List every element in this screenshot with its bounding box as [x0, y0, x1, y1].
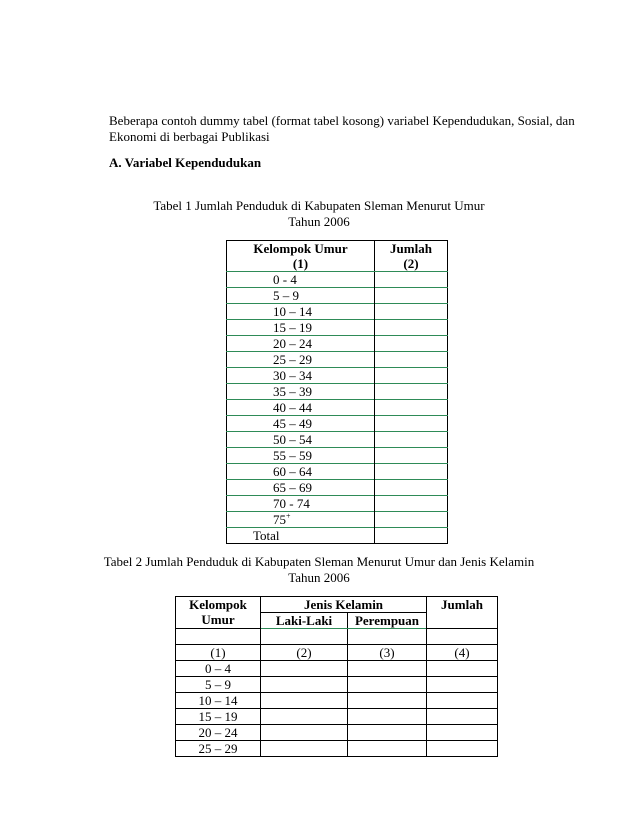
table1-jumlah-cell [375, 320, 448, 336]
table2-age-group: 15 – 19 [176, 709, 261, 725]
table2-header-jenis-kelamin: Jenis Kelamin [261, 597, 427, 613]
table1 [226, 240, 448, 544]
table2-header-kelompok [176, 597, 261, 629]
table1-age-group: 55 – 59 [227, 448, 375, 464]
table1-age-group: 5 – 9 [227, 288, 375, 304]
table2-header-kelompok-line2: Umur [201, 612, 235, 627]
table1-caption-line2: Tahun 2006 [288, 214, 350, 229]
table-row [227, 272, 448, 288]
table1-age-group: 0 - 4 [227, 272, 375, 288]
table1-age-group: 70 - 74 [227, 496, 375, 512]
table1-age-group: 20 – 24 [227, 336, 375, 352]
table2-laki-cell [261, 677, 348, 693]
table2-spacer-row [176, 629, 498, 645]
table1-age-group: 35 – 39 [227, 384, 375, 400]
table1-age-group: 65 – 69 [227, 480, 375, 496]
table2-jumlah-cell [427, 741, 498, 757]
table2-caption [0, 554, 638, 586]
table2-laki-cell [261, 661, 348, 677]
table2-perempuan-cell [348, 709, 427, 725]
section-title: A. Variabel Kependudukan [109, 155, 262, 170]
table1-jumlah-cell [375, 400, 448, 416]
table2-perempuan-cell [348, 725, 427, 741]
table1-age-group: 50 – 54 [227, 432, 375, 448]
table-row [176, 709, 498, 725]
table2-caption-line2: Tahun 2006 [288, 570, 350, 585]
table-row [176, 677, 498, 693]
table2-caption-line1: Tabel 2 Jumlah Penduduk di Kabupaten Sleman Menurut Umur dan Jenis Kelamin [103, 554, 535, 569]
table2-age-group: 20 – 24 [176, 725, 261, 741]
table-row [176, 693, 498, 709]
table1-jumlah-cell [375, 416, 448, 432]
table2-header-perempuan: Perempuan [348, 613, 427, 629]
table1-header-kelompok: Kelompok Umur [253, 241, 348, 256]
table2-colnum-4: (4) [427, 645, 498, 661]
table2-header-kelompok-line1: Kelompok [189, 597, 247, 612]
table1-jumlah-cell [375, 464, 448, 480]
table1-age-group: 25 – 29 [227, 352, 375, 368]
table-row [227, 288, 448, 304]
table-row [227, 448, 448, 464]
table2-jumlah-cell [427, 661, 498, 677]
table-row [227, 384, 448, 400]
table-row [227, 400, 448, 416]
table-row [227, 464, 448, 480]
table1-total-row [227, 528, 448, 544]
table2-perempuan-cell [348, 693, 427, 709]
table1-colnum-row [227, 256, 448, 272]
table1-age-group: 30 – 34 [227, 368, 375, 384]
table2-colnum-2: (2) [261, 645, 348, 661]
table1-jumlah-cell [375, 512, 448, 528]
table-row [227, 496, 448, 512]
table-row [227, 336, 448, 352]
table1-jumlah-cell [375, 304, 448, 320]
table1-total-cell [375, 528, 448, 544]
table2-colnum-row [176, 645, 498, 661]
table2-header-row [176, 597, 498, 613]
table1-jumlah-cell [375, 336, 448, 352]
table-row [176, 741, 498, 757]
table2-perempuan-cell [348, 741, 427, 757]
table2-age-group: 5 – 9 [176, 677, 261, 693]
table-row [227, 416, 448, 432]
table-row [227, 368, 448, 384]
table2-jumlah-cell [427, 709, 498, 725]
table1-age-group-75: 75 [273, 512, 286, 527]
table1-header-jumlah: Jumlah [375, 241, 448, 257]
table2-jumlah-cell [427, 725, 498, 741]
table2-colnum-3: (3) [348, 645, 427, 661]
table1-age-group: 10 – 14 [227, 304, 375, 320]
table2-laki-cell [261, 741, 348, 757]
table2 [175, 596, 498, 757]
table-row [227, 432, 448, 448]
table1-jumlah-cell [375, 448, 448, 464]
table2-spacer-cell [176, 629, 261, 645]
table1-caption-line1: Tabel 1 Jumlah Penduduk di Kabupaten Sleman Menurut Umur [153, 198, 485, 213]
table2-laki-cell [261, 709, 348, 725]
table-row [227, 480, 448, 496]
table1-jumlah-cell [375, 432, 448, 448]
table-row [227, 304, 448, 320]
table1-age-group: 60 – 64 [227, 464, 375, 480]
table1-jumlah-cell [375, 272, 448, 288]
table2-age-group: 0 – 4 [176, 661, 261, 677]
table1-header-row [227, 241, 448, 257]
table1-jumlah-cell [375, 480, 448, 496]
table1-colnum-1: (1) [227, 256, 375, 272]
table2-jumlah-cell [427, 693, 498, 709]
table1-jumlah-cell [375, 352, 448, 368]
table2-laki-cell [261, 693, 348, 709]
table2-perempuan-cell [348, 661, 427, 677]
table-row [227, 320, 448, 336]
table1-age-group-plus: + [286, 511, 291, 521]
table1-colnum-2: (2) [375, 256, 448, 272]
table-row [176, 725, 498, 741]
table1-age-group [227, 512, 375, 528]
table1-age-group: 45 – 49 [227, 416, 375, 432]
table2-jumlah-cell [427, 677, 498, 693]
table2-laki-cell [261, 725, 348, 741]
table2-spacer-cell [348, 629, 427, 645]
table1-age-group: 40 – 44 [227, 400, 375, 416]
table2-spacer-cell [427, 629, 498, 645]
table2-header-jumlah: Jumlah [427, 597, 498, 629]
table2-age-group: 25 – 29 [176, 741, 261, 757]
table2-header-laki: Laki-Laki [261, 613, 348, 629]
table2-perempuan-cell [348, 677, 427, 693]
table1-age-group: 15 – 19 [227, 320, 375, 336]
table-row [227, 352, 448, 368]
table1-jumlah-cell [375, 384, 448, 400]
table2-spacer-cell [261, 629, 348, 645]
table-row [227, 512, 448, 528]
table1-caption [0, 198, 638, 230]
intro-paragraph: Beberapa contoh dummy tabel (format tabel kosong) variabel Kependudukan, Sosial, dan Ekonomi di berbagai Publikasi [109, 113, 575, 144]
table1-jumlah-cell [375, 368, 448, 384]
table-row [176, 661, 498, 677]
table1-jumlah-cell [375, 288, 448, 304]
table1-jumlah-cell [375, 496, 448, 512]
table1-total-label: Total [227, 528, 375, 544]
table2-age-group: 10 – 14 [176, 693, 261, 709]
table2-colnum-1: (1) [176, 645, 261, 661]
